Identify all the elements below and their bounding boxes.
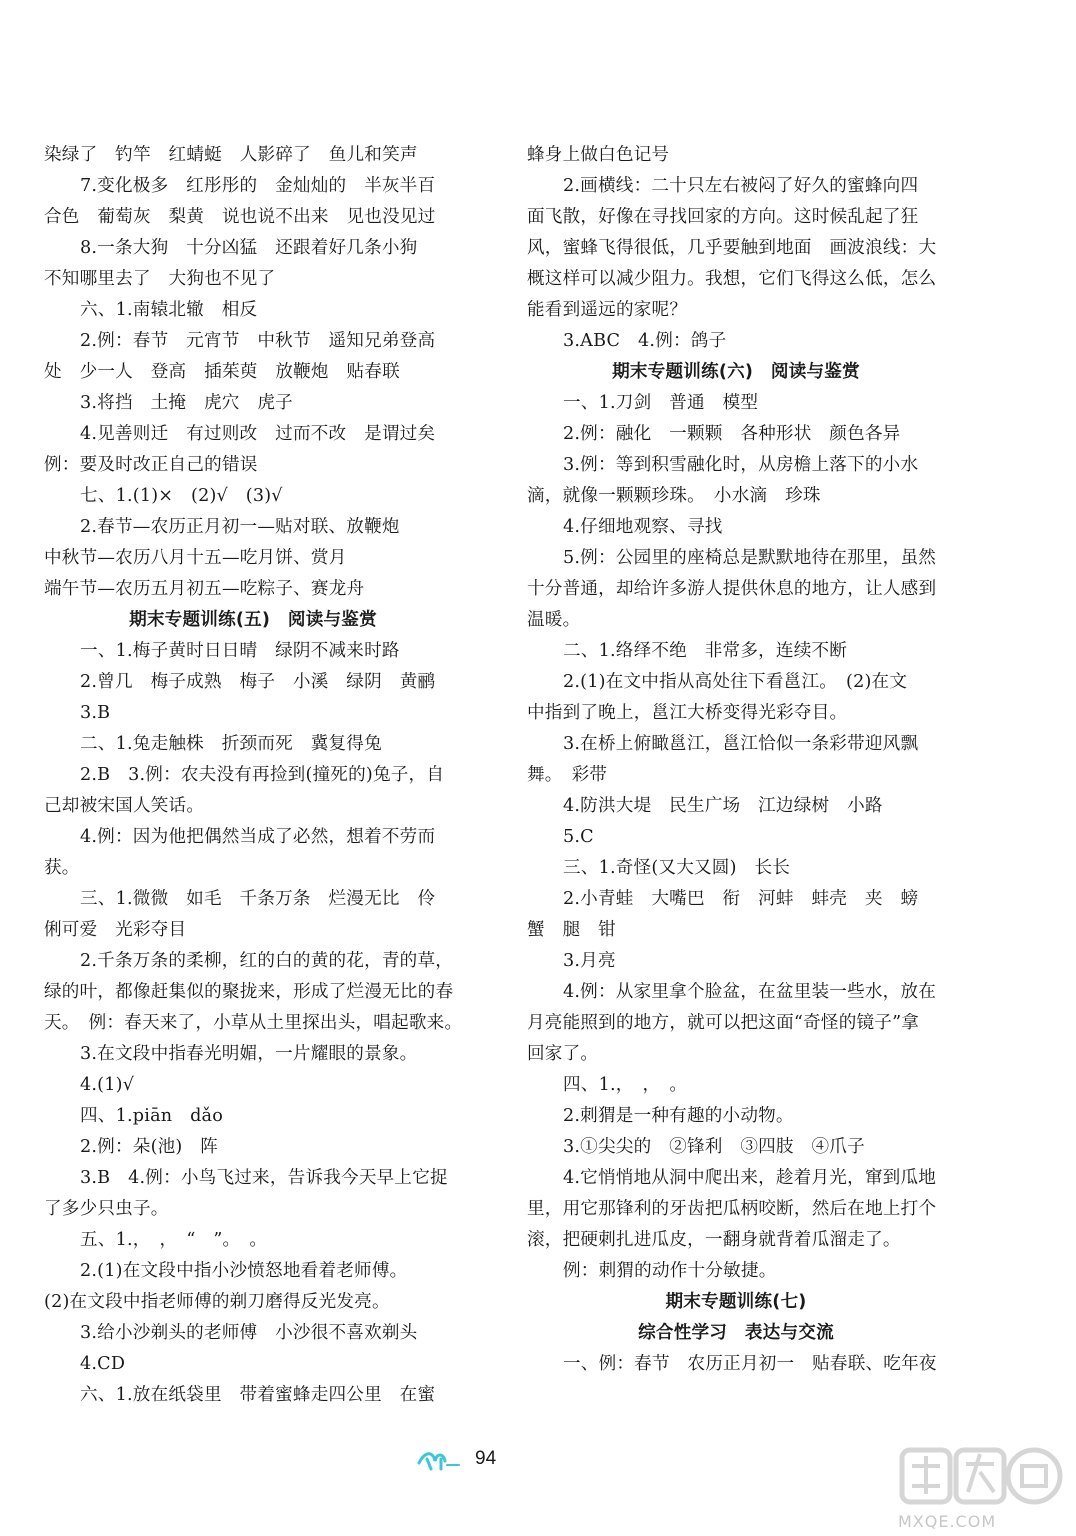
answer-line: 3.给小沙剃头的老师傅 小沙很不喜欢剃头 [80,1323,418,1343]
answer-line: 七、1.(1)× (2)√ (3)√ [80,486,283,506]
answer-line: 中秋节—农历八月十五—吃月饼、赏月 [44,548,347,568]
answer-line: 3.在文段中指春光明媚，一片耀眼的景象。 [80,1044,418,1064]
answer-line: 一、1.梅子黄时日日晴 绿阴不减来时路 [80,641,400,661]
answer-line: 二、1.兔走触株 折颈而死 冀复得兔 [80,734,382,754]
answer-line: 2.千条万条的柔柳，红的白的黄的花，青的草， [80,951,454,971]
answer-line: 2.(1)在文段中指小沙愤怒地看着老师傅。 [80,1261,408,1281]
answer-line: 端午节—农历五月初五—吃粽子、赛龙舟 [44,579,365,599]
answer-line: 8.一条大狗 十分凶猛 还跟着好几条小狗 [80,238,418,258]
answer-line: 3.将挡 土掩 虎穴 虎子 [80,393,293,413]
answer-line: 2.刺猬是一种有趣的小动物。 [563,1106,794,1126]
answer-line: 温暖。 [527,610,581,630]
answer-line: 四、1.piān dǎo [80,1106,224,1126]
answer-line: 2.小青蛙 大嘴巴 衔 河蚌 蚌壳 夹 螃 [563,889,919,909]
page-number: 94 [475,1448,497,1469]
answer-line: 3.月亮 [563,951,616,971]
answer-line: 5.C [563,827,594,847]
answer-line: 五、1.， ， “ ”。 。 [80,1230,268,1250]
answer-line: 2.画横线：二十只左右被闷了好久的蜜蜂向四 [563,176,919,196]
answer-line: 了多少只虫子。 [44,1199,169,1219]
section-heading: 期末专题训练(六) 阅读与鉴赏 [612,362,860,382]
answer-line: 3.在桥上俯瞰邕江，邕江恰似一条彩带迎风飘 [563,734,919,754]
answer-line: 中指到了晚上，邕江大桥变得光彩夺目。 [527,703,848,723]
answer-line: 获。 [44,858,80,878]
answer-line: 风，蜜蜂飞得很低，几乎要触到地面 画波浪线：大 [527,238,937,258]
watermark-logo-icon [898,1442,1063,1512]
answer-line: 概这样可以减少阻力。我想，它们飞得这么低，怎么 [527,269,937,289]
answer-line: 3.例：等到积雪融化时，从房檐上落下的小水 [563,455,919,475]
answer-line: 例：要及时改正自己的错误 [44,455,258,475]
answer-line: 4.(1)√ [80,1075,135,1095]
answer-line: 4.它悄悄地从洞中爬出来，趁着月光，窜到瓜地 [563,1168,937,1188]
answer-line: 4.见善则迁 有过则改 过而不改 是谓过矣 [80,424,436,444]
answer-line: 2.例：朵(池) 阵 [80,1137,219,1157]
answer-line: 一、1.刀剑 普通 模型 [563,393,759,413]
answer-line: 滚，把硬刺扎进瓜皮，一翻身就背着瓜溜走了。 [527,1230,901,1250]
watermark-text: MXQE.COM [898,1512,997,1531]
answer-line: 一、例：春节 农历正月初一 贴春联、吃年夜 [563,1354,937,1374]
answer-line: 二、1.络绎不绝 非常多，连续不断 [563,641,848,661]
answer-line: 里，用它那锋利的牙齿把瓜柄咬断，然后在地上打个 [527,1199,937,1219]
answer-line: 三、1.奇怪(又大又圆) 长长 [563,858,791,878]
answer-line: 面飞散，好像在寻找回家的方向。这时候乱起了狂 [527,207,919,227]
answer-line: 合色 葡萄灰 梨黄 说也说不出来 见也没见过 [44,207,436,227]
answer-line: 3.①尖尖的 ②锋利 ③四肢 ④爪子 [563,1137,865,1157]
section-heading: 综合性学习 表达与交流 [638,1323,834,1343]
answer-line: 舞。 彩带 [527,765,608,785]
answer-line: 2.B 3.例：农夫没有再捡到(撞死的)兔子，自 [80,765,445,785]
answer-line: 4.例：因为他把偶然当成了必然，想着不劳而 [80,827,436,847]
answer-line: 2.曾几 梅子成熟 梅子 小溪 绿阴 黄鹂 [80,672,436,692]
answer-line: 4.例：从家里拿个脸盆，在盆里装一些水，放在 [563,982,937,1002]
answer-line: 己却被宋国人笑话。 [44,796,205,816]
answer-line: 3.B 4.例：小鸟飞过来，告诉我今天早上它捉 [80,1168,448,1188]
answer-line: 4.仔细地观察、寻找 [563,517,723,537]
answer-line: (2)在文段中指老师傅的剃刀磨得反光发亮。 [44,1292,390,1312]
answer-line: 处 少一人 登高 插茱萸 放鞭炮 贴春联 [44,362,400,382]
answer-line: 四、1.， ， 。 [563,1075,688,1095]
answer-line: 十分普通，却给许多游人提供休息的地方，让人感到 [527,579,937,599]
answer-line: 2.春节—农历正月初一—贴对联、放鞭炮 [80,517,400,537]
answer-line: 六、1.南辕北辙 相反 [80,300,258,320]
answer-line: 3.ABC 4.例：鸽子 [563,331,727,351]
answer-line: 滴，就像一颗颗珍珠。 小水滴 珍珠 [527,486,821,506]
section-heading: 期末专题训练(七) [665,1292,807,1312]
answer-line: 染绿了 钓竿 红蜻蜓 人影碎了 鱼儿和笑声 [44,145,418,165]
answer-line: 5.例：公园里的座椅总是默默地待在那里，虽然 [563,548,937,568]
answer-line: 六、1.放在纸袋里 带着蜜蜂走四公里 在蜜 [80,1385,436,1405]
answer-line: 天。 例：春天来了，小草从土里探出头，唱起歌来。 [44,1013,463,1033]
section-heading: 期末专题训练(五) 阅读与鉴赏 [129,610,377,630]
answer-line: 三、1.微微 如毛 千条万条 烂漫无比 伶 [80,889,436,909]
answer-line: 2.例：春节 元宵节 中秋节 遥知兄弟登高 [80,331,436,351]
answer-line: 蜂身上做白色记号 [527,145,670,165]
watermark [898,1442,1063,1531]
page-logo-icon [417,1449,461,1471]
answer-line: 7.变化极多 红彤彤的 金灿灿的 半灰半百 [80,176,436,196]
answer-line: 俐可爱 光彩夺目 [44,920,187,940]
answer-line: 2.例：融化 一颗颗 各种形状 颜色各异 [563,424,901,444]
answer-line: 2.(1)在文中指从高处往下看邕江。 (2)在文 [563,672,908,692]
answer-line: 4.CD [80,1354,126,1374]
left-column [44,140,462,1411]
answer-line: 回家了。 [527,1044,599,1064]
answer-line: 绿的叶，都像赶集似的聚拢来，形成了烂漫无比的春 [44,982,454,1002]
answer-line: 4.防洪大堤 民生广场 江边绿树 小路 [563,796,883,816]
answer-line: 能看到遥远的家呢？ [527,300,688,320]
answer-line: 3.B [80,703,111,723]
answer-line: 不知哪里去了 大狗也不见了 [44,269,276,289]
answer-line: 例：刺猬的动作十分敏捷。 [563,1261,777,1281]
right-column [527,140,945,1380]
answer-line: 月亮能照到的地方，就可以把这面“奇怪的镜子”拿 [527,1013,920,1033]
answer-line: 蟹 腿 钳 [527,920,616,940]
